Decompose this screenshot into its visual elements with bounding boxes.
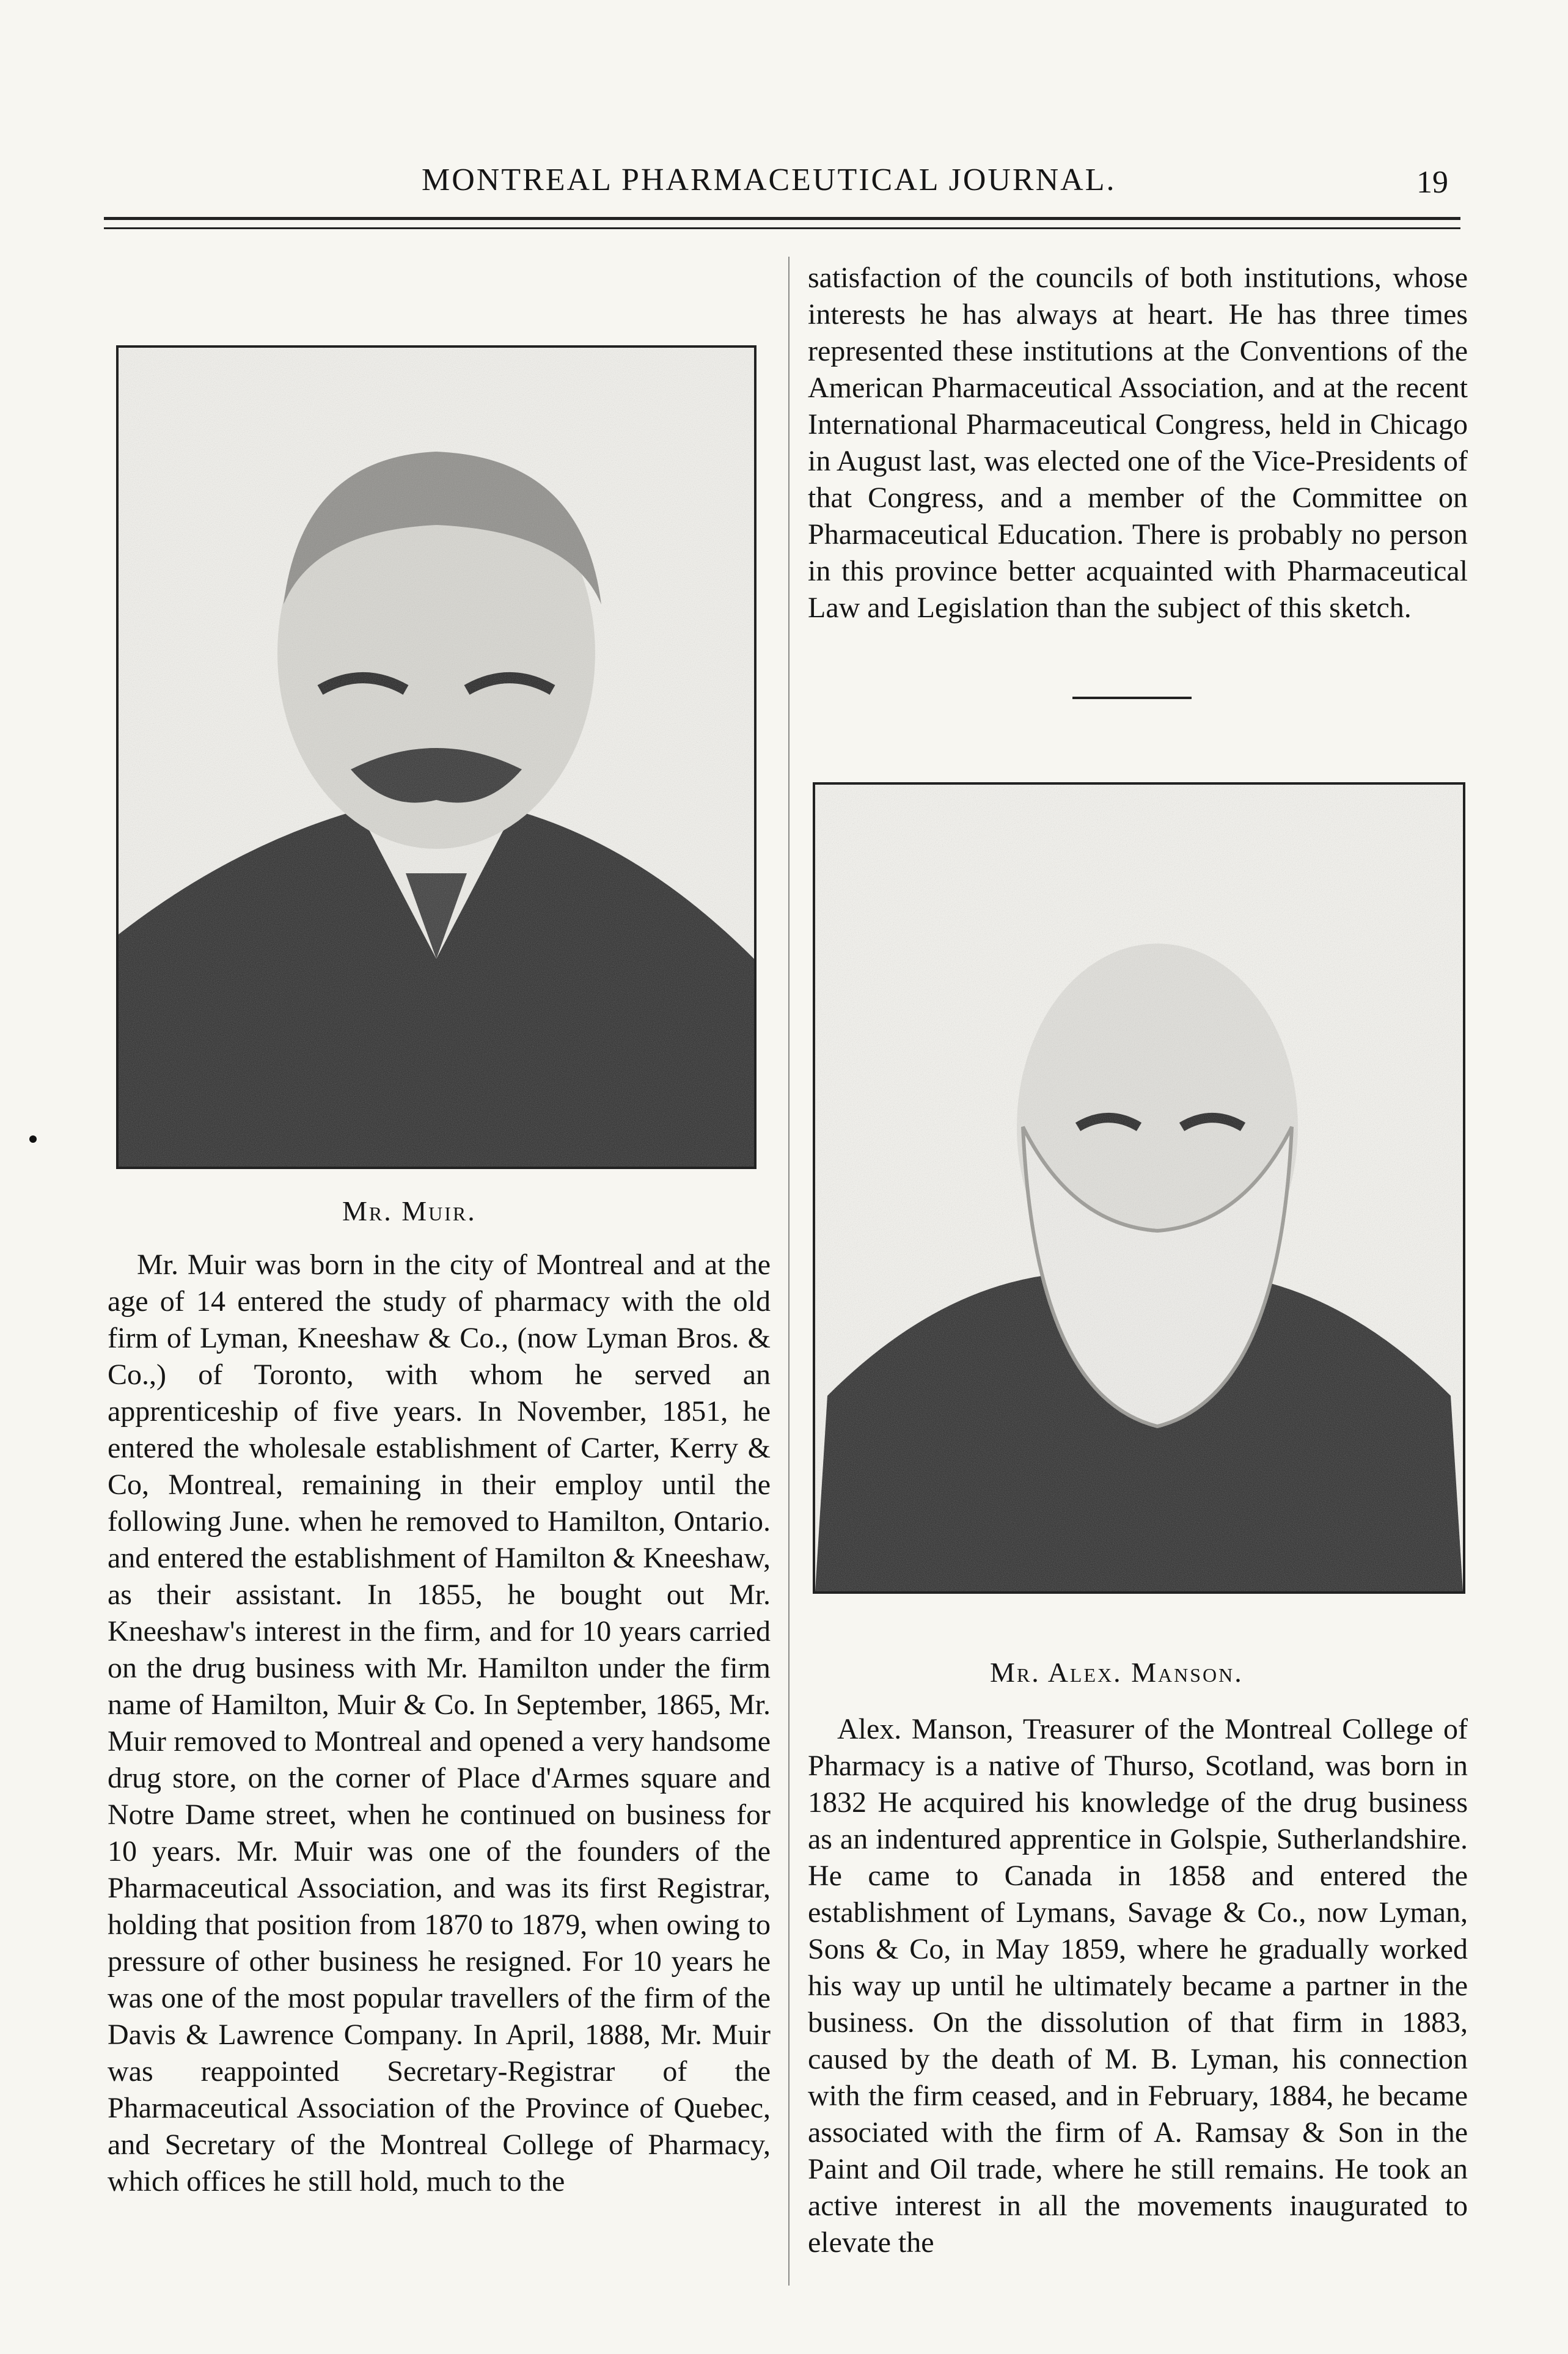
journal-title: MONTREAL PHARMACEUTICAL JOURNAL. — [422, 163, 1116, 197]
section-separator — [1072, 697, 1192, 699]
caption-mr-alex-manson: Mr. Alex. Manson. — [990, 1657, 1244, 1688]
article-manson — [808, 1711, 1468, 2261]
page-header — [104, 162, 1467, 211]
header-rule — [104, 217, 1460, 220]
article-muir — [108, 1247, 771, 2200]
margin-dot — [29, 1135, 37, 1143]
article-muir-continued — [808, 260, 1468, 626]
paragraph-manson: Alex. Manson, Treasurer of the Montreal College of Pharmacy is a native of Thurso, Scotland, was born in 1832 He acquired his knowledge of the drug business as an indentured apprentice in Golspie, Sutherlandshire. He came to Canada in 1858 and entered the establishment of Lymans, Savage & Co., now Lyman, Sons & Co, in May 1859, where he gradually worked his way up until he ultimately became a partner in the business. On the dissolution of that firm in 1883, caused by the death of M. B. Lyman, his connection with the firm ceased, and in February, 1884, he became associated with the firm of A. Ramsay & Son in the Paint and Oil trade, where he still remains. He took an active interest in all the movements inaugurated to elevate the — [808, 1713, 1468, 2259]
column-divider — [788, 257, 789, 2286]
page-number: 19 — [1416, 165, 1448, 200]
caption-mr-muir: Mr. Muir. — [342, 1195, 477, 1226]
paragraph-muir-continued: satisfaction of the councils of both institutions, whose interests he has always at heart. He has three times represented these institutions at the Conventions of the American Pharmaceutical Association, and at the recent International Pharmaceutical Congress, held in Chicago in August last, was elected one of the Vice-Presidents of that Congress, and a member of the Committee on Pharmaceutical Education. There is probably no person in this province better acquainted with Pharmaceutical Law and Legislation than the subject of this sketch. — [808, 262, 1468, 624]
paragraph-muir: Mr. Muir was born in the city of Montreal and at the age of 14 entered the study of pharmacy with the old firm of Lyman, Kneeshaw & Co., (now Lyman Bros. & Co.,) of Toronto, with whom he served an apprenticeship of five years. In November, 1851, he entered the wholesale establishment of Carter, Kerry & Co, Montreal, remaining in their employ until the following June. when he removed to Hamilton, Ontario. and entered the establishment of Hamilton & Kneeshaw, as their assistant. In 1855, he bought out Mr. Kneeshaw's interest in the firm, and for 10 years carried on the drug business with Mr. Hamilton under the firm name of Hamilton, Muir & Co. In September, 1865, Mr. Muir removed to Montreal and opened a very handsome drug store, on the corner of Place d'Armes square and Notre Dame street, when he continued on business for 10 years. Mr. Muir was one of the founders of the Pharmaceutical Association, and was its first Registrar, holding that position from 1870 to 1879, when owing to pressure of other business he resigned. For 10 years he was one of the most popular travellers of the firm of the Davis & Lawrence Company. In April, 1888, Mr. Muir was reappointed Secretary-Registrar of the Pharmaceutical Association of the Province of Quebec, and Secretary of the Montreal College of Pharmacy, which offices he still hold, much to the — [108, 1248, 771, 2198]
header-rule-thin — [104, 227, 1460, 229]
portrait-mr-alex-manson — [813, 782, 1465, 1594]
portrait-mr-muir — [116, 345, 757, 1169]
